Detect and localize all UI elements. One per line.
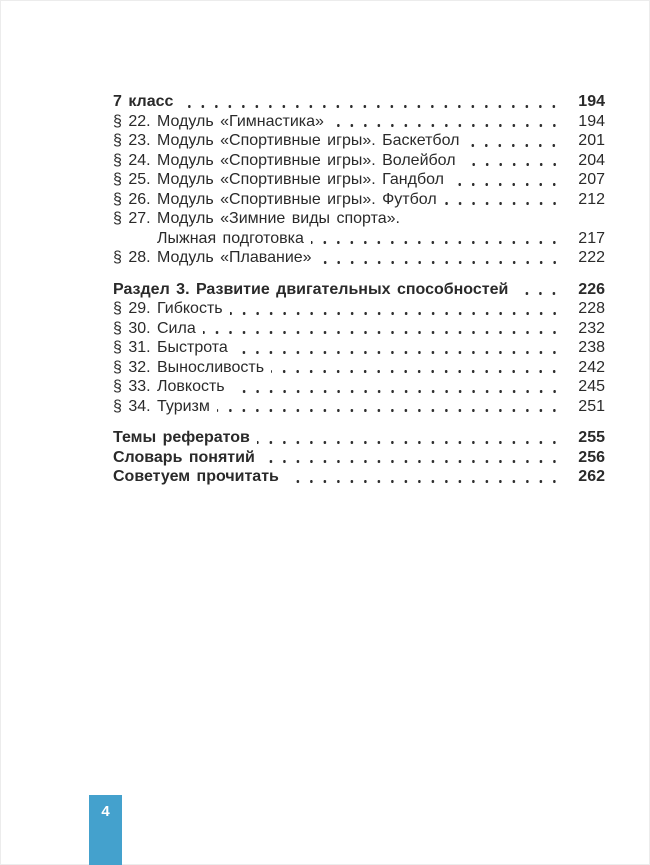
entry-title: Туризм: [157, 397, 210, 415]
entry-number: § 25.: [113, 171, 151, 188]
toc-entry: [113, 209, 605, 229]
page-number: 207: [578, 171, 605, 188]
page-number: 212: [578, 190, 605, 208]
page-number: 251: [578, 397, 605, 415]
dot-leader: [319, 260, 561, 265]
page-number: 256: [578, 448, 605, 466]
page-number: 222: [578, 249, 605, 266]
dot-leader: [232, 389, 561, 394]
entry-title: Модуль «Гимнастика»: [157, 112, 324, 130]
dot-leader: [286, 479, 561, 484]
section-title: Темы рефератов: [113, 429, 250, 446]
entry-number: § 31.: [113, 339, 151, 356]
dot-leader: [257, 440, 561, 445]
toc-entry: [113, 338, 605, 358]
entry-number: § 32.: [113, 358, 151, 376]
toc-section-header: [113, 448, 605, 468]
entry-title: Модуль «Зимние виды спорта».: [157, 210, 400, 227]
entry-title: Модуль «Плавание»: [157, 249, 312, 266]
table-of-contents: [113, 92, 605, 487]
entry-title: Гибкость: [157, 300, 223, 317]
entry-title: Сила: [157, 319, 196, 337]
page-number: 194: [578, 112, 605, 130]
page-number: 228: [578, 300, 605, 317]
toc-entry: [113, 299, 605, 319]
dot-leader: [262, 459, 561, 464]
toc-entry: [113, 112, 605, 132]
toc-entry: [113, 358, 605, 378]
entry-title: Модуль «Спортивные игры». Баскетбол: [157, 132, 460, 149]
page-number: 255: [578, 429, 605, 446]
page-number: 194: [578, 93, 605, 110]
entry-number: § 24.: [113, 151, 151, 169]
page-number: 226: [578, 280, 605, 298]
page-folio-badge: [89, 795, 122, 865]
entry-title: Лыжная подготовка: [157, 229, 304, 247]
entry-number: § 30.: [113, 319, 151, 337]
toc-entry: [113, 319, 605, 339]
dot-leader: [180, 104, 561, 109]
section-title: 7 класс: [113, 93, 174, 110]
toc-entry-continuation: [113, 229, 605, 249]
entry-number: § 23.: [113, 132, 151, 149]
page-number: 217: [578, 229, 605, 247]
toc-entry: [113, 170, 605, 190]
dot-leader: [466, 143, 561, 148]
toc-entry: [113, 190, 605, 210]
toc-entry: [113, 151, 605, 171]
entry-number: § 29.: [113, 300, 151, 317]
section-title: Советуем прочитать: [113, 468, 279, 485]
toc-entry: [113, 131, 605, 151]
toc-section-header: [113, 280, 605, 300]
page-number: 245: [578, 378, 605, 395]
dot-leader: [311, 240, 561, 245]
page-number: 262: [578, 468, 605, 485]
dot-leader: [203, 330, 561, 335]
entry-title: Ловкость: [157, 378, 225, 395]
page-folio-number: 4: [101, 803, 110, 820]
toc-section-header: [113, 428, 605, 448]
entry-number: § 28.: [113, 249, 151, 266]
entry-title: Модуль «Спортивные игры». Футбол: [157, 190, 437, 208]
toc-section-header: [113, 92, 605, 112]
page-number: 232: [578, 319, 605, 337]
entry-number: § 33.: [113, 378, 151, 395]
entry-title: Быстрота: [157, 339, 228, 356]
entry-title: Выносливость: [157, 358, 265, 376]
dot-leader: [444, 201, 561, 206]
dot-leader: [235, 350, 561, 355]
entry-number: § 34.: [113, 397, 151, 415]
entry-title: Модуль «Спортивные игры». Гандбол: [157, 171, 445, 188]
page-number: 204: [578, 151, 605, 169]
section-title: Словарь понятий: [113, 448, 255, 466]
page-number: 242: [578, 358, 605, 376]
toc-entry: [113, 377, 605, 397]
dot-leader: [271, 369, 561, 374]
section-title: Раздел 3. Развитие двигательных способностей: [113, 280, 509, 298]
dot-leader: [515, 291, 561, 296]
dot-leader: [331, 123, 561, 128]
entry-number: § 27.: [113, 210, 151, 227]
entry-title: Модуль «Спортивные игры». Волейбол: [157, 151, 456, 169]
page-number: 238: [578, 339, 605, 356]
dot-leader: [463, 162, 561, 167]
toc-entry: [113, 397, 605, 417]
entry-number: § 22.: [113, 112, 151, 130]
toc-section-header: [113, 467, 605, 487]
page-number: 201: [578, 132, 605, 149]
toc-entry: [113, 248, 605, 268]
dot-leader: [230, 311, 561, 316]
entry-number: § 26.: [113, 190, 151, 208]
dot-leader: [217, 408, 561, 413]
dot-leader: [451, 182, 561, 187]
